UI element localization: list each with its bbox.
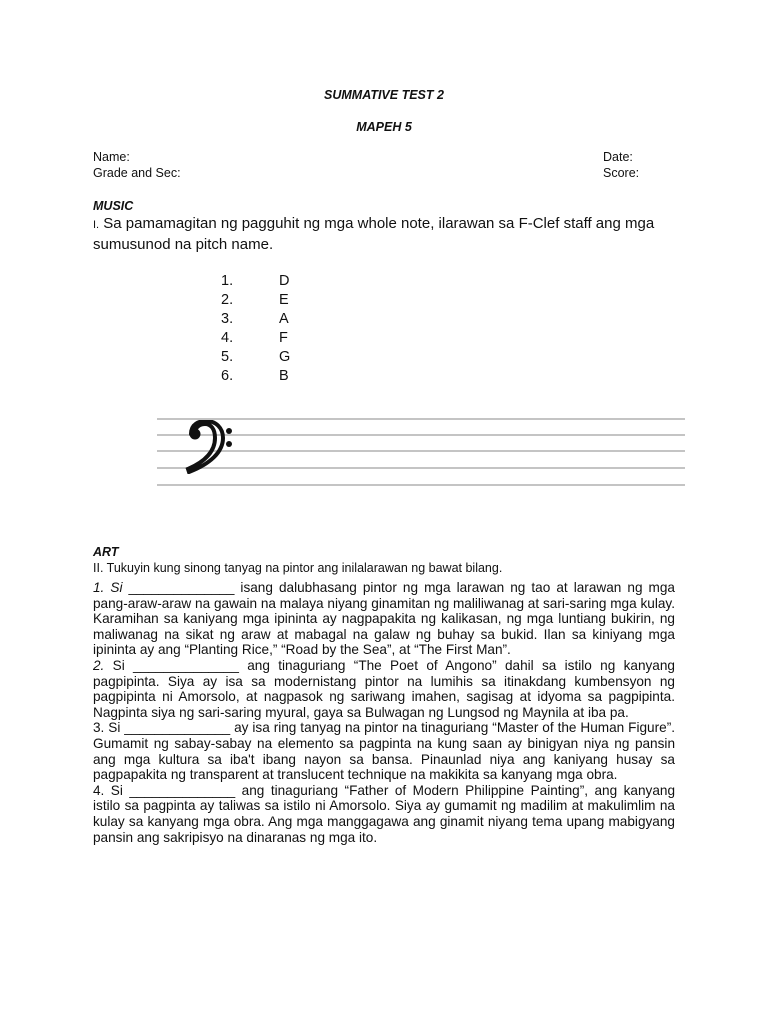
- art-item: [93, 658, 675, 720]
- item-label: 4.: [93, 782, 105, 798]
- staff-line: [157, 434, 685, 436]
- pitch-name: E: [279, 292, 289, 308]
- art-instruction: II. Tukuyin kung sinong tanyag na pintor ang inilalarawan ng bawat bilang.: [93, 561, 503, 575]
- pitch-number: 1.: [221, 273, 234, 289]
- art-item: [93, 580, 675, 658]
- subject-title: MAPEH 5: [356, 120, 412, 134]
- item-text: ang tinaguriang “The Poet of Angono” dahil sa istilo ng kanyang pagpipinta. Siya ay isa sa modernistang pintor na lumihis sa itinakdang kumbensyon ng pagpipinta ni Amorsolo, at nagpasok ng sariwang imahen, sagisag at idyoma sa pagpipinta. Nagpinta siya ng sari-saring myural, gaya sa Bulwagan ng Lungsod ng Maynila at iba pa.: [93, 657, 675, 720]
- answer-blank: Si ______________: [104, 657, 248, 673]
- art-items: [93, 580, 675, 845]
- staff-line: [157, 484, 685, 486]
- name-label: Name:: [93, 150, 130, 164]
- pitch-number: 6.: [221, 368, 234, 384]
- score-label: Score:: [603, 166, 640, 180]
- music-instruction: [93, 214, 693, 255]
- answer-blank: Si ______________: [104, 720, 235, 736]
- test-title: SUMMATIVE TEST 2: [324, 88, 444, 102]
- art-item: [93, 783, 675, 845]
- instruction-line-1: Sa pamamagitan ng pagguhit ng mga whole note, ilarawan sa F-Clef staff ang mga: [103, 215, 655, 232]
- pitch-name: F: [279, 330, 288, 346]
- answer-blank: Si ______________: [104, 782, 242, 798]
- staff-line: [157, 450, 685, 452]
- item-text: ang tinaguriang “Father of Modern Philippine Painting”, ang kanyang istilo sa pagpinta ay taliwas sa istilo ni Amorsolo. Siya ay gumamit ng madilim at makulimlim na kulay sa kanyang mga obra. Ang mga manggagawa ang ginamit niyang tema upang mabigyang pansin ang sakripisyo na dinaranas ng mga ito.: [93, 782, 676, 845]
- music-heading: MUSIC: [93, 199, 134, 213]
- item-label: 2.: [93, 657, 105, 673]
- instruction-line-2: sumusunod na pitch name.: [93, 236, 274, 253]
- pitch-name: G: [279, 349, 291, 365]
- pitch-name: D: [279, 273, 290, 289]
- pitch-name: A: [279, 311, 289, 327]
- pitch-name: B: [279, 368, 289, 384]
- item-text: ay isa ring tanyag na pintor na tinaguriang “Master of the Human Figure”. Gumamit ng sabay-sabay na elemento sa pagpinta na kung saan ay binigyan niya ng pansin ang mga kultura sa iba't ibang nayon sa bansa. Pinaunlad niya ang kaniyang husay sa pagpapakita ng transparent at translucent technique na makikita sa kanyang mga obra.: [93, 720, 676, 783]
- pitch-number: 2.: [221, 292, 234, 308]
- item-label: 3.: [93, 720, 105, 736]
- instruction-number: I.: [93, 219, 100, 231]
- pitch-number: 4.: [221, 330, 234, 346]
- pitch-number: 5.: [221, 349, 234, 365]
- item-text: isang dalubhasang pintor ng mga larawan ng tao at larawan ng mga pang-araw-araw na gawain na malaya niyang ginamitan ng maliliwanag at sari-saring mga kulay. Karamihan sa kaniyang mga ipininta ay nagpapakita ng kalikasan, ng mga luntiang bukirin, ng maliwanag na sikat ng araw at mabagal na galaw ng buhay sa bukid. Ilan sa kiniyang mga ipininta ay ang “Planting Rice,” “Road by the Sea”, at “The First Man”.: [93, 580, 675, 658]
- grade-label: Grade and Sec:: [93, 166, 181, 180]
- pitch-number: 3.: [221, 311, 234, 327]
- answer-blank: ______________: [122, 580, 241, 595]
- art-item: [93, 720, 675, 782]
- art-heading: ART: [93, 545, 119, 559]
- date-label: Date:: [603, 150, 633, 164]
- bass-clef-icon: [185, 420, 235, 474]
- item-label: 1. Si: [93, 580, 123, 595]
- staff-line: [157, 418, 685, 420]
- staff-line: [157, 467, 685, 469]
